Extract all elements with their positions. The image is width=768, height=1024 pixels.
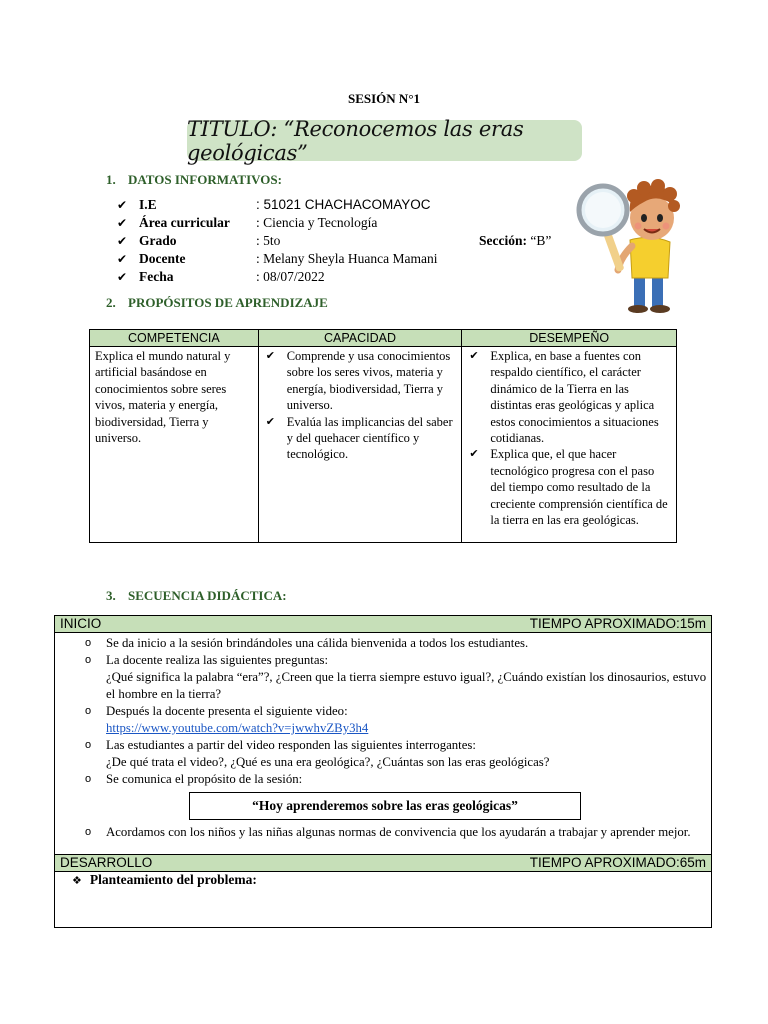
section-number: 3. bbox=[106, 588, 116, 603]
capacidad-text: Comprende y usa conocimientos sobre los seres vivos, materia y energía, biodiversidad, Tierra y universo. bbox=[286, 349, 451, 413]
check-icon: ✔ bbox=[117, 198, 128, 212]
planteamiento-heading: Planteamiento del problema: bbox=[89, 872, 257, 887]
competencia-text: Explica el mundo natural y artificial basándose en conocimientos sobre seres vivos, materia y energía, biodiversidad, Tierra y universo. bbox=[95, 349, 231, 446]
circle-bullet-icon: o bbox=[85, 654, 92, 666]
desempeno-text: Explica, en base a fuentes con respaldo científico, el carácter dinámico de la Tierra en las distintas eras geológicas y aplica estos conocimientos a situaciones cotidianas. bbox=[490, 349, 659, 446]
inicio-time: TIEMPO APROXIMADO:15m bbox=[529, 616, 706, 631]
desarrollo-bar-row bbox=[55, 855, 712, 872]
info-row-area bbox=[117, 214, 597, 232]
section-heading-propositos bbox=[106, 295, 328, 311]
info-row-fecha bbox=[117, 268, 597, 286]
info-value: : 51021 CHACHACOMAYOC bbox=[256, 197, 431, 212]
section-heading-datos bbox=[106, 172, 282, 188]
list-item bbox=[55, 652, 713, 703]
capacidad-text: Evalúa las implicancias del saber y del quehacer científico y tecnológico. bbox=[286, 414, 453, 462]
desarrollo-body bbox=[55, 872, 712, 928]
desempeno-item bbox=[467, 348, 671, 446]
document-title: TITULO: “Reconocemos las eras geológicas” bbox=[187, 116, 524, 165]
circle-bullet-icon: o bbox=[85, 705, 92, 717]
info-label: Área curricular bbox=[139, 215, 230, 230]
check-icon: ✔ bbox=[117, 252, 128, 266]
item-text: La docente realiza las siguientes preguntas: bbox=[106, 653, 329, 667]
section-field-label: Sección: bbox=[479, 233, 527, 248]
section-label: PROPÓSITOS DE APRENDIZAJE bbox=[128, 295, 328, 310]
section-label: DATOS INFORMATIVOS: bbox=[128, 172, 282, 187]
cell-capacidad bbox=[258, 347, 462, 543]
item-text: Acordamos con los niños y las niñas algunas normas de convivencia que los ayudarán a trabajar y aprender mejor. bbox=[106, 825, 691, 839]
info-label: Fecha bbox=[139, 269, 174, 284]
item-questions: ¿De qué trata el video?, ¿Qué es una era geológica?, ¿Cuántas son las eras geológicas? bbox=[106, 755, 550, 769]
info-label: Docente bbox=[139, 251, 186, 266]
inicio-bar-row bbox=[55, 616, 712, 633]
desempeno-item bbox=[467, 446, 671, 528]
sequence-table bbox=[54, 615, 712, 928]
cell-desempeno bbox=[462, 347, 677, 543]
item-text: Se da inicio a la sesión brindándoles una cálida bienvenida a todos los estudiantes. bbox=[106, 636, 529, 650]
info-value: : 5to bbox=[256, 233, 281, 248]
session-title: SESIÓN N°1 bbox=[347, 91, 421, 106]
item-text: Después la docente presenta el siguiente video: bbox=[106, 704, 348, 718]
kid-with-magnifier-illustration bbox=[574, 166, 686, 314]
item-text: Las estudiantes a partir del video responden las siguientes interrogantes: bbox=[106, 738, 476, 752]
desarrollo-body-row bbox=[55, 872, 712, 928]
info-label: Grado bbox=[139, 233, 177, 248]
inicio-body-row bbox=[55, 633, 712, 855]
list-item bbox=[55, 703, 713, 737]
info-row-ie bbox=[117, 196, 597, 214]
check-icon: ✔ bbox=[117, 216, 128, 230]
desempeno-text: Explica que, el que hacer tecnológico progresa con el paso del tiempo como resultado de la creciente comprensión científica de la tierra en las era geológicas. bbox=[490, 447, 668, 528]
section-label: SECUENCIA DIDÁCTICA: bbox=[128, 588, 287, 603]
header-desempeno: DESEMPEÑO bbox=[462, 330, 677, 347]
info-value: : 08/07/2022 bbox=[256, 269, 325, 284]
item-questions: ¿Qué significa la palabra “era”?, ¿Creen que la tierra siempre estuvo igual?, ¿Cuándo existían los dinosaurios, estuvo el hombre en la tierra? bbox=[106, 670, 707, 701]
check-icon: ✔ bbox=[117, 234, 128, 248]
header-capacidad: CAPACIDAD bbox=[258, 330, 462, 347]
circle-bullet-icon: o bbox=[85, 826, 92, 838]
check-icon: ✔ bbox=[117, 270, 128, 284]
info-row-grado bbox=[117, 232, 597, 250]
cell-competencia bbox=[90, 347, 259, 543]
list-item bbox=[55, 635, 713, 652]
header-competencia: COMPETENCIA bbox=[90, 330, 259, 347]
list-item bbox=[55, 771, 713, 788]
circle-bullet-icon: o bbox=[85, 739, 92, 751]
purposes-table bbox=[89, 329, 677, 543]
circle-bullet-icon: o bbox=[85, 773, 92, 785]
check-icon: ✔ bbox=[469, 349, 479, 362]
table-row bbox=[90, 347, 677, 543]
check-icon: ✔ bbox=[469, 447, 479, 461]
section-field bbox=[479, 232, 551, 250]
title-banner bbox=[187, 116, 582, 165]
desarrollo-time: TIEMPO APROXIMADO:65m bbox=[529, 855, 706, 870]
list-item bbox=[55, 824, 713, 841]
info-value: : Ciencia y Tecnología bbox=[256, 215, 378, 230]
info-value: : Melany Sheyla Huanca Mamani bbox=[256, 251, 438, 266]
table-header-row bbox=[90, 330, 677, 347]
list-item bbox=[55, 737, 713, 771]
circle-bullet-icon: o bbox=[85, 637, 92, 649]
info-label: I.E bbox=[139, 197, 157, 212]
inicio-list bbox=[55, 635, 713, 841]
check-icon: ✔ bbox=[265, 414, 275, 428]
section-number: 1. bbox=[106, 172, 116, 187]
video-link[interactable]: https://www.youtube.com/watch?v=jwwhvZBy3h4 bbox=[106, 721, 369, 735]
inicio-body bbox=[55, 633, 712, 855]
capacidad-item bbox=[264, 348, 457, 414]
section-heading-secuencia bbox=[106, 588, 287, 604]
section-number: 2. bbox=[106, 295, 116, 310]
desarrollo-bar bbox=[55, 855, 712, 872]
section-field-value: “B” bbox=[527, 233, 552, 248]
inicio-bar bbox=[55, 616, 712, 633]
inicio-label: INICIO bbox=[60, 616, 102, 631]
check-icon: ✔ bbox=[265, 349, 275, 362]
purpose-box: “Hoy aprenderemos sobre las eras geológicas” bbox=[189, 792, 581, 820]
diamond-bullet-icon: ❖ bbox=[72, 874, 82, 887]
info-row-docente bbox=[117, 250, 597, 268]
item-text: Se comunica el propósito de la sesión: bbox=[106, 772, 303, 786]
info-list bbox=[117, 196, 597, 286]
desarrollo-label: DESARROLLO bbox=[60, 855, 153, 870]
capacidad-item bbox=[264, 414, 457, 463]
